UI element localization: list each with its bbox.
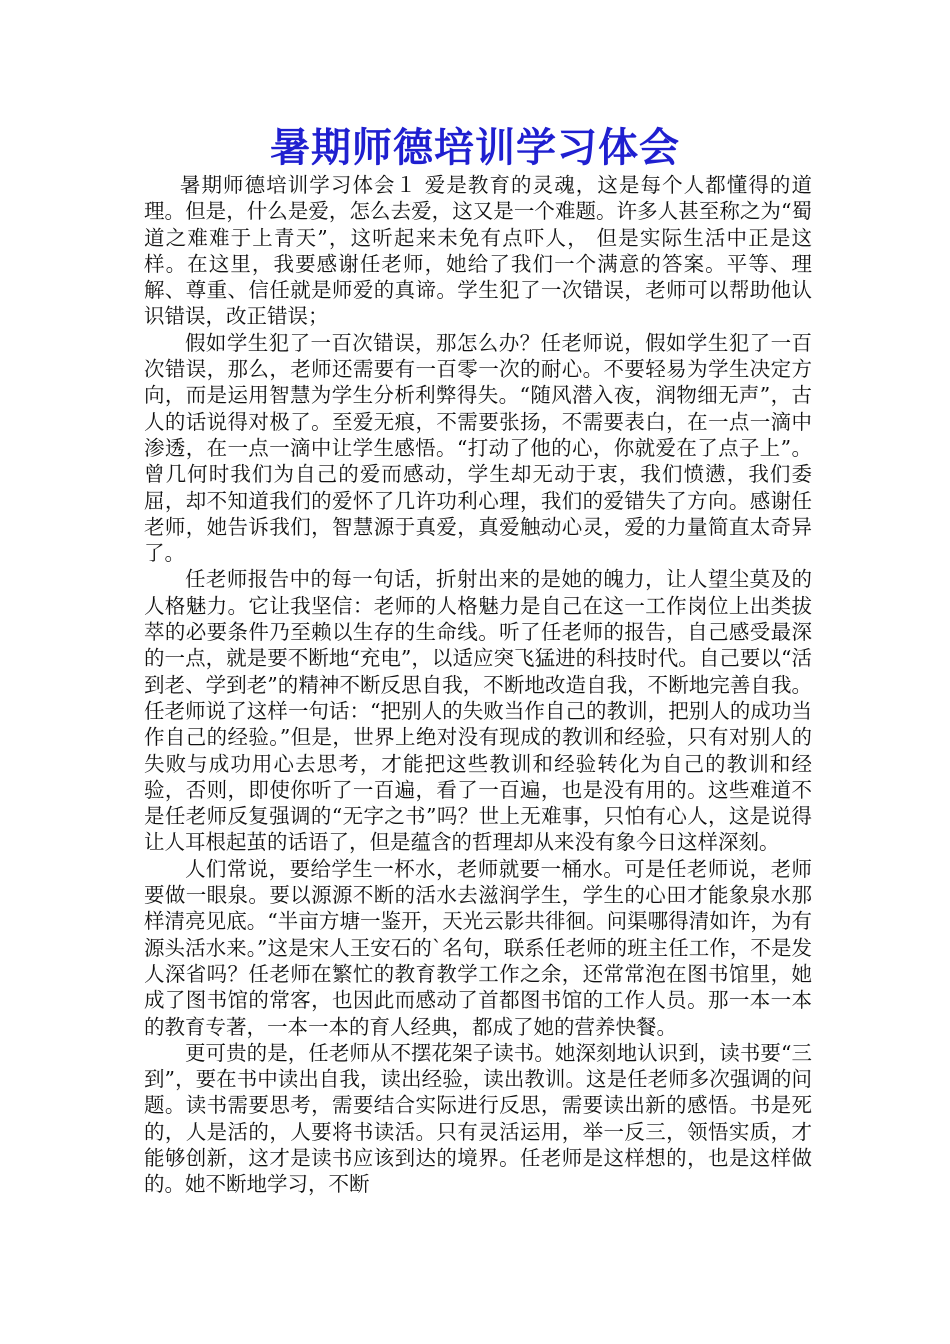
document-body bbox=[144, 172, 812, 1198]
paragraph-3: 任老师报告中的每一句话，折射出来的是她的魄力，让人望尘莫及的人格魅力。它让我坚信：老师的人格魅力是自己在这一工作岗位上出类拔萃的必要条件乃至赖以生存的生命线。听了任老师的报告，自己感受最深的一点，就是要不断地“充电”，以适应突飞猛进的科技时代。自己要以“活到老、学到老”的精神不断反思自我，不断地改造自我，不断地完善自我。任老师说了这样一句话：“把别人的失败当作自己的教训，把别人的成功当作自己的经验。”但是，世界上绝对没有现成的教训和经验，只有对别人的失败与成功用心去思考，才能把这些教训和经验转化为自己的教训和经验，否则，即使你听了一百遍，看了一百遍，也是没有用的。这些难道不是任老师反复强调的“无字之书”吗？世上无难事，只怕有心人，这是说得让人耳根起茧的话语了，但是蕴含的哲理却从来没有象今日这样深刻。 bbox=[144, 567, 812, 855]
document-title: 暑期师德培训学习体会 bbox=[270, 124, 680, 171]
paragraph-4: 人们常说，要给学生一杯水，老师就要一桶水。可是任老师说，老师要做一眼泉。要以源源不断的活水去滋润学生，学生的心田才能象泉水那样清亮见底。“半亩方塘一鉴开，天光云影共徘徊。问渠哪得清如许，为有源头活水来。”这是宋人王安石的`名句，联系任老师的班主任工作，不是发人深省吗？任老师在繁忙的教育教学工作之余，还常常泡在图书馆里，她成了图书馆的常客，也因此而感动了首都图书馆的工作人员。那一本一本的教育专著，一本一本的育人经典，都成了她的营养快餐。 bbox=[144, 856, 812, 1039]
paragraph-2: 假如学生犯了一百次错误，那怎么办？任老师说，假如学生犯了一百次错误，那么，老师还需要有一百零一次的耐心。不要轻易为学生决定方向，而是运用智慧为学生分析利弊得失。“随风潜入夜，润物细无声”，古人的话说得对极了。至爱无痕，不需要张扬，不需要表白，在一点一滴中渗透，在一点一滴中让学生感悟。“打动了他的心，你就爱在了点子上”。曾几何时我们为自己的爱而感动，学生却无动于衷，我们愤懑，我们委屈，却不知道我们的爱怀了几许功利心理，我们的爱错失了方向。感谢任老师，她告诉我们，智慧源于真爱，真爱触动心灵，爱的力量简直太奇异了。 bbox=[144, 330, 812, 566]
paragraph-1: 暑期师德培训学习体会１ 爱是教育的灵魂，这是每个人都懂得的道理。但是，什么是爱，怎么去爱，这又是一个难题。许多人甚至称之为“蜀道之难难于上青天”，这听起来未免有点吓人， 但是实际生活中正是这样。在这里，我要感谢任老师，她给了我们一个满意的答案。平等、理解、尊重、信任就是师爱的真谛。学生犯了一次错误，老师可以帮助他认识错误，改正错误； bbox=[144, 173, 812, 329]
paragraph-5: 更可贵的是，任老师从不摆花架子读书。她深刻地认识到，读书要“三到”，要在书中读出自我，读出经验，读出教训。这是任老师多次强调的问题。读书需要思考，需要结合实际进行反思，需要读出新的感悟。书是死的，人是活的，人要将书读活。只有灵活运用，举一反三，领悟实质，才能够创新，这才是读书应该到达的境界。任老师是这样想的，也是这样做的。她不断地学习，不断 bbox=[144, 1040, 812, 1197]
